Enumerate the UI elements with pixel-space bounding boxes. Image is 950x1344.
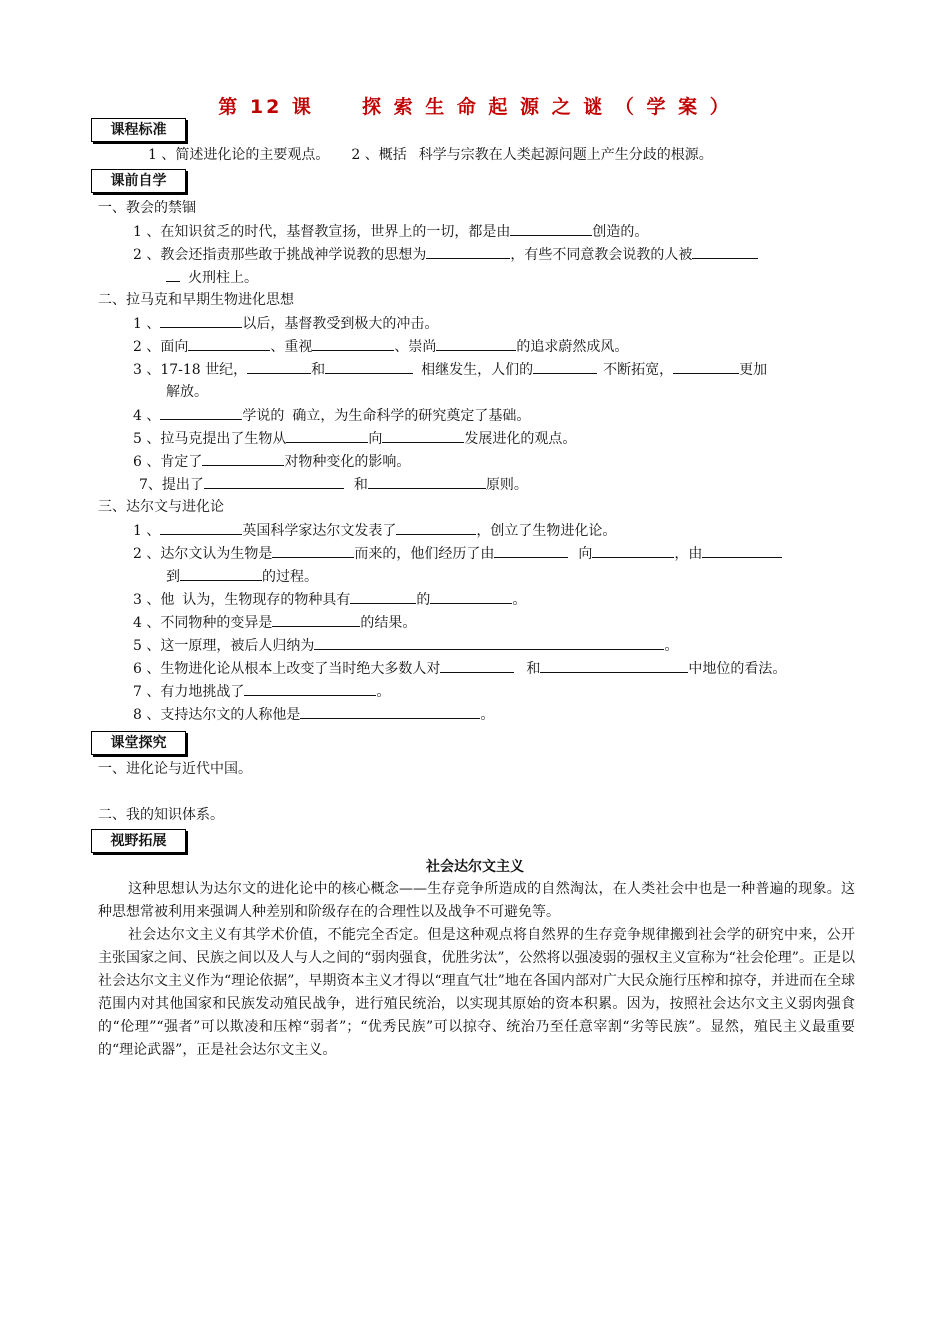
part3-line7 <box>133 682 390 701</box>
part1-line2-cont <box>166 268 258 287</box>
part3-heading: 三、达尔文与进化论 <box>98 499 224 515</box>
text: 创造的。 <box>592 224 649 240</box>
text: 向 <box>578 546 593 562</box>
text: 。 <box>664 638 679 654</box>
answer-blank[interactable] <box>180 567 262 581</box>
text: 原则。 <box>485 477 528 493</box>
standard-text-1: 1 、简述进化论的主要观点。 <box>148 147 330 163</box>
text: 5 、这一原理，被后人归纳为 <box>133 638 315 654</box>
text: ，有些不同意教会说教的人被 <box>510 247 693 263</box>
answer-blank[interactable] <box>160 406 242 420</box>
part3-line8 <box>133 705 494 724</box>
part2-heading: 二、拉马克和早期生物进化思想 <box>98 292 294 308</box>
standard-text-3: 科学与宗教在人类起源问题上产生分歧的根源。 <box>418 147 713 163</box>
answer-blank[interactable] <box>325 360 413 374</box>
part2-line3-cont: 解放。 <box>166 384 208 400</box>
text: 到 <box>166 569 180 585</box>
text: 中地位的看法。 <box>688 661 787 677</box>
section-label-preview: 课前自学 <box>91 169 186 193</box>
answer-blank[interactable] <box>300 705 480 719</box>
text: 的 <box>416 592 431 608</box>
answer-blank[interactable] <box>247 360 311 374</box>
text: 和 <box>353 477 368 493</box>
text: 、重视 <box>270 339 313 355</box>
part3-line2-cont <box>166 567 318 586</box>
reading-heading: 社会达尔文主义 <box>426 859 524 875</box>
answer-blank[interactable] <box>368 475 486 489</box>
text: 确立，为生命科学的研究奠定了基础。 <box>292 408 531 424</box>
text: 的过程。 <box>262 569 318 585</box>
text: 7、提出了 <box>139 477 204 493</box>
reading-paragraph-2: 社会达尔文主义有其学术价值，不能完全否定。但是这种观点将自然界的生存竞争规律搬到社会学的研究中来，公开主张国家之间、民族之间以及人与人之间的“弱肉强食，优胜劣汰”，公然将以强凌弱的强权主义宣称为“社会伦理”。正是以社会达尔文主义作为“理论依据”，早期资本主义才得以“理直气壮”地在各国内部对广大民众施行压榨和掠夺，并进而在全球范围内对其他国家和民族发动殖民战争，进行殖民统治，以实现其原始的资本积累。因为，按照社会达尔文主义弱肉强食的“伦理”“强者”可以欺凌和压榨“弱者”；“优秀民族”可以掠夺、统治乃至任意宰割“劣等民族”。显然，殖民主义最重要的“理论武器”，正是社会达尔文主义。 <box>98 927 855 1058</box>
section-label-standard: 课程标准 <box>91 118 186 142</box>
part1-line1 <box>133 222 648 241</box>
part2-line7 <box>139 475 528 494</box>
answer-blank[interactable] <box>286 429 368 443</box>
text: 以后，基督教受到极大的冲击。 <box>242 316 439 332</box>
answer-blank[interactable] <box>160 521 242 535</box>
text: 2 、达尔文认为生物是 <box>133 546 273 562</box>
text: 1 、 <box>133 316 161 332</box>
answer-blank[interactable] <box>692 245 758 259</box>
text: 4 、不同物种的变异是 <box>133 615 273 631</box>
text: 英国科学家达尔文发表了 <box>242 523 397 539</box>
text: 不断拓宽， <box>603 362 674 378</box>
answer-blank[interactable] <box>436 337 516 351</box>
text: ，由 <box>674 546 703 562</box>
part3-line6 <box>133 659 786 678</box>
text: 2 、教会还指责那些敢于挑战神学说教的思想为 <box>133 247 427 263</box>
answer-blank[interactable] <box>494 544 568 558</box>
answer-blank[interactable] <box>426 245 510 259</box>
text: 1 、 <box>133 523 161 539</box>
answer-blank[interactable] <box>592 544 674 558</box>
answer-blank[interactable] <box>204 475 344 489</box>
text: 认为，生物现存的物种具有 <box>182 592 351 608</box>
text: 相继发生，人们的 <box>421 362 534 378</box>
text: 。 <box>512 592 527 608</box>
part2-line6 <box>133 452 410 471</box>
section-label-explore: 课堂探究 <box>91 731 186 755</box>
text: 火刑柱上。 <box>188 270 258 286</box>
answer-blank[interactable] <box>272 544 354 558</box>
text: 发展进化的观点。 <box>464 431 577 447</box>
standard-text-2: 2 、概括 <box>351 147 407 163</box>
text: 更加 <box>739 362 768 378</box>
part3-line1 <box>133 521 616 540</box>
answer-blank[interactable] <box>673 360 739 374</box>
text: 的结果。 <box>360 615 417 631</box>
text: 6 、肯定了 <box>133 454 203 470</box>
answer-blank[interactable] <box>188 337 270 351</box>
text: 和 <box>526 661 541 677</box>
part3-line2 <box>133 544 782 563</box>
part2-line2 <box>133 337 628 356</box>
part3-line5 <box>133 636 678 655</box>
explore-question-2: 二、我的知识体系。 <box>98 807 224 823</box>
text: 的追求蔚然成风。 <box>516 339 629 355</box>
answer-blank[interactable] <box>510 222 592 236</box>
text: 8 、支持达尔文的人称他是 <box>133 707 301 723</box>
text: 3 、17-18 世纪， <box>133 362 248 378</box>
part3-line4 <box>133 613 416 632</box>
answer-blank[interactable] <box>702 544 782 558</box>
explore-question-1: 一、进化论与近代中国。 <box>98 761 252 777</box>
answer-blank[interactable] <box>382 429 464 443</box>
answer-blank[interactable] <box>166 268 180 282</box>
text: 7 、有力地挑战了 <box>133 684 245 700</box>
answer-blank[interactable] <box>202 452 284 466</box>
part2-line4 <box>133 406 530 425</box>
text: 。 <box>376 684 391 700</box>
answer-blank[interactable] <box>430 590 512 604</box>
answer-blank[interactable] <box>312 337 394 351</box>
standard-line <box>148 146 713 164</box>
part1-line2 <box>133 245 758 264</box>
text: 和 <box>311 362 326 378</box>
part2-line3 <box>133 360 767 379</box>
text: 5 、拉马克提出了生物从 <box>133 431 287 447</box>
text: 2 、面向 <box>133 339 189 355</box>
text: 1 、在知识贫乏的时代，基督教宣扬，世界上的一切，都是由 <box>133 224 511 240</box>
text: 6 、生物进化论从根本上改变了当时绝大多数人对 <box>133 661 441 677</box>
text: 3 、他 <box>133 592 175 608</box>
answer-blank[interactable] <box>396 521 476 535</box>
text: 对物种变化的影响。 <box>284 454 411 470</box>
text: 4 、 <box>133 408 161 424</box>
answer-blank[interactable] <box>160 314 242 328</box>
answer-blank[interactable] <box>244 682 376 696</box>
text: 。 <box>480 707 495 723</box>
reading-paragraph-1: 这种思想认为达尔文的进化论中的核心概念——生存竞争所造成的自然淘汰，在人类社会中也是一种普遍的现象。这种思想常被利用来强调人种差别和阶级存在的合理性以及战争不可避免等。 <box>98 881 855 920</box>
part1-heading: 一、教会的禁锢 <box>98 200 196 216</box>
text: 学说的 <box>242 408 285 424</box>
answer-blank[interactable] <box>350 590 416 604</box>
text: 向 <box>368 431 383 447</box>
text: 而来的，他们经历了由 <box>354 546 495 562</box>
answer-blank[interactable] <box>272 613 360 627</box>
text: ，创立了生物进化论。 <box>476 523 617 539</box>
part2-line5 <box>133 429 576 448</box>
part3-line3 <box>133 590 526 609</box>
part2-line1 <box>133 314 438 333</box>
answer-blank[interactable] <box>314 636 664 650</box>
answer-blank[interactable] <box>540 659 688 673</box>
page-title: 第 12 课 探 索 生 命 起 源 之 谜 （ 学 案 ） <box>218 96 732 118</box>
answer-blank[interactable] <box>440 659 514 673</box>
text: 、崇尚 <box>394 339 437 355</box>
answer-blank[interactable] <box>533 360 597 374</box>
section-label-extend: 视野拓展 <box>91 829 186 853</box>
